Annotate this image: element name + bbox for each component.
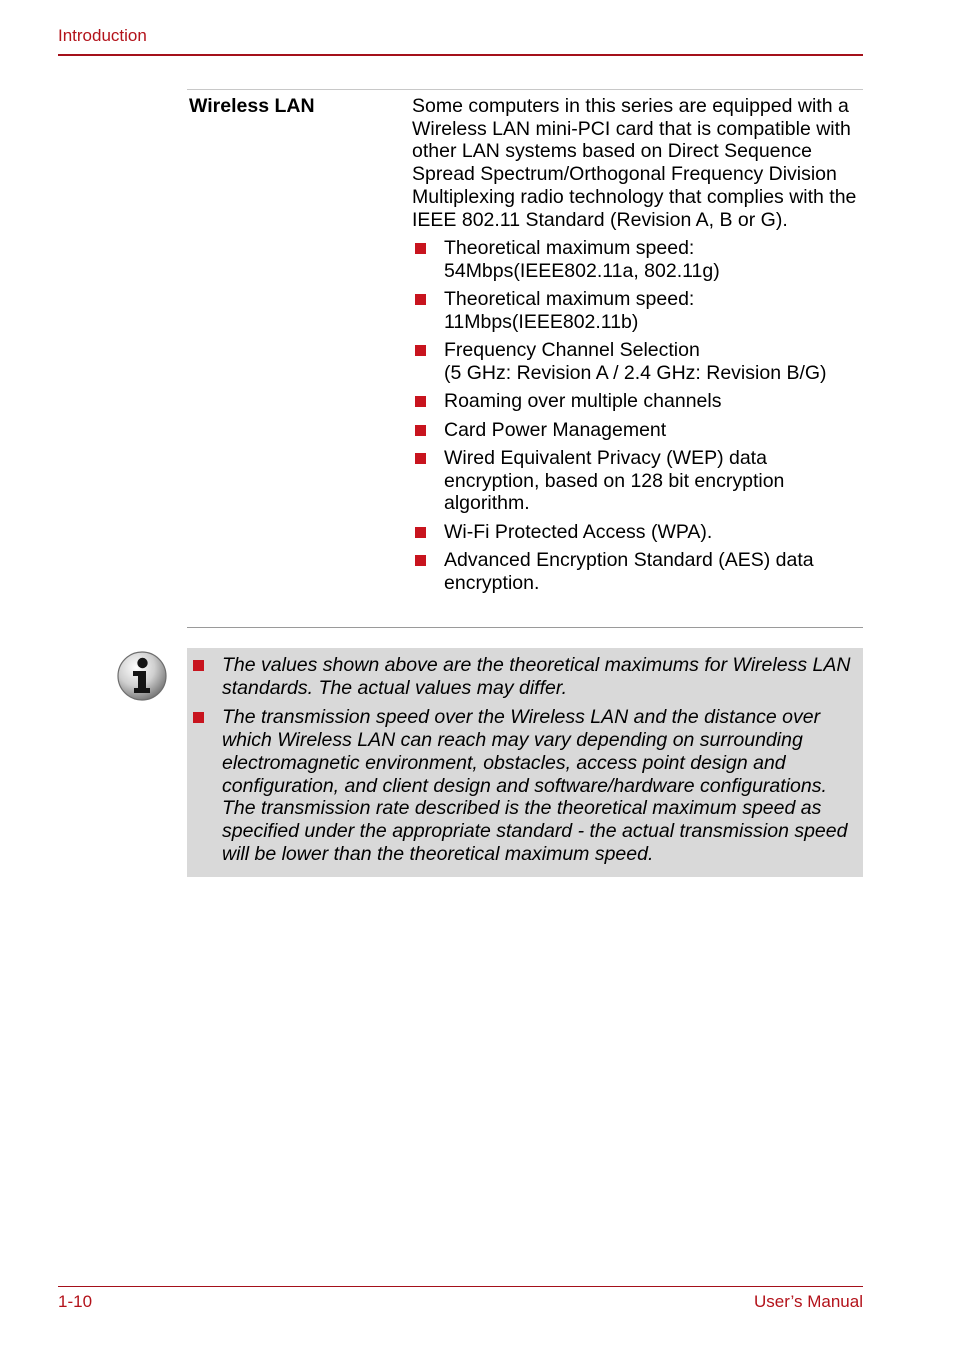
footer-rule [58,1286,863,1287]
bullet-square-icon [415,555,426,566]
list-item [187,654,857,699]
note-box [187,648,863,877]
note-text: The transmission speed over the Wireless LAN and the distance over which Wireless LAN can reach may vary depending on surrounding electromagnetic environment, obstacles, access point design and configuration, and client design and software/hardware configurations. The transmission rate described is the theoretical maximum speed as specified under the appropriate standard - the actual transmission speed will be lower than the theoretical maximum speed. [222,706,848,865]
bullet-square-icon [415,396,426,407]
bullet-square-icon [415,425,426,436]
list-item [412,549,857,594]
table-bottom-rule [187,627,863,628]
feature-list [412,237,857,594]
list-item [412,521,857,544]
manual-title: User’s Manual [754,1292,863,1311]
feature-line: Wi-Fi Protected Access (WPA). [444,520,713,543]
feature-line: Roaming over multiple channels [444,390,722,413]
spec-description-text: Some computers in this series are equipped with a Wireless LAN mini-PCI card that is compatible with other LAN systems based on Direct Sequence Spread Spectrum/Orthogonal Frequency Division Multiplexing radio technology that complies with the IEEE 802.11 Standard (Revision A, B or G). [412,95,857,231]
list-item [187,706,857,865]
bullet-square-icon [193,660,204,671]
note-list [187,654,857,872]
list-item [412,419,857,442]
list-item [412,390,857,413]
list-item [412,237,857,282]
info-icon [116,650,168,702]
bullet-square-icon [415,527,426,538]
header-rule [58,54,863,56]
spec-description [412,95,857,600]
section-title: Introduction [58,26,147,45]
bullet-square-icon [415,294,426,305]
bullet-square-icon [415,345,426,356]
feature-line: Theoretical maximum speed: [444,288,695,311]
note-text: The values shown above are the theoretical maximums for Wireless LAN standards. The actual values may differ. [222,654,851,699]
feature-line: Card Power Management [444,418,667,441]
list-item [412,339,857,384]
bullet-square-icon [415,453,426,464]
bullet-square-icon [415,243,426,254]
feature-line: Advanced Encryption Standard (AES) data encryption. [444,548,814,594]
feature-line: 54Mbps(IEEE802.11a, 802.11g) [444,259,720,282]
table-top-rule [187,89,863,90]
feature-line: 11Mbps(IEEE802.11b) [444,310,639,333]
feature-line: (5 GHz: Revision A / 2.4 GHz: Revision B/G) [444,361,827,384]
spec-term: Wireless LAN [189,95,315,117]
list-item [412,288,857,333]
feature-line: Theoretical maximum speed: [444,237,695,260]
feature-line: Wired Equivalent Privacy (WEP) data encryption, based on 128 bit encryption algorithm. [444,446,785,515]
page-number: 1-10 [58,1292,93,1311]
bullet-square-icon [193,712,204,723]
feature-line: Frequency Channel Selection [444,339,700,362]
list-item [412,447,857,515]
